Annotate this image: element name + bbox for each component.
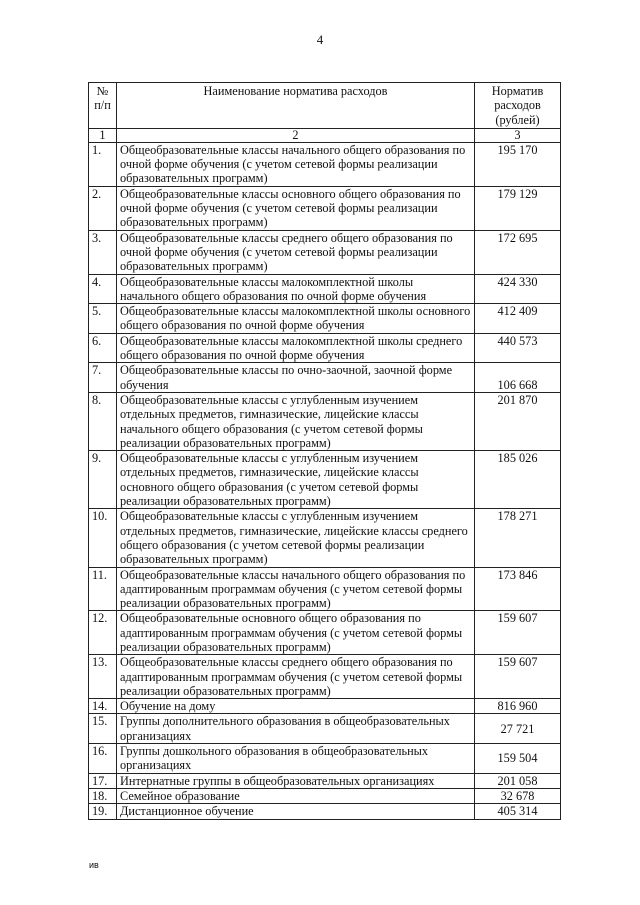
- table-row: [89, 142, 561, 186]
- row-name: Общеобразовательные классы среднего общего образования по адаптированным программам обучения (с учетом сетевой формы реализации образовательных программ): [117, 655, 475, 699]
- index-cell: 3: [475, 128, 561, 142]
- expense-norms-table: [88, 82, 561, 820]
- header-num: № п/п: [89, 83, 117, 129]
- row-number: 19.: [89, 804, 117, 819]
- row-value: 32 678: [475, 788, 561, 803]
- row-name: Дистанционное обучение: [117, 804, 475, 819]
- row-name: Общеобразовательные классы малокомплектной школы начального общего образования по очной форме обучения: [117, 274, 475, 304]
- header-value: Норматив расходов (рублей): [475, 83, 561, 129]
- row-name: Общеобразовательные классы малокомплектной школы основного общего образования по очной форме обучения: [117, 304, 475, 334]
- row-value: 185 026: [475, 451, 561, 509]
- table-row: [89, 333, 561, 363]
- row-value: 816 960: [475, 699, 561, 714]
- row-name: Общеобразовательные классы начального общего образования по очной форме обучения (с учетом сетевой формы реализации образовательных программ): [117, 142, 475, 186]
- row-name: Общеобразовательные классы малокомплектной школы среднего общего образования по очной форме обучения: [117, 333, 475, 363]
- row-name: Обучение на дому: [117, 699, 475, 714]
- row-number: 17.: [89, 773, 117, 788]
- row-number: 4.: [89, 274, 117, 304]
- table-row: [89, 714, 561, 744]
- row-value: 172 695: [475, 230, 561, 274]
- row-value: 440 573: [475, 333, 561, 363]
- row-number: 13.: [89, 655, 117, 699]
- table-row: [89, 773, 561, 788]
- table-row: [89, 611, 561, 655]
- row-name: Интернатные группы в общеобразовательных организациях: [117, 773, 475, 788]
- row-value: 159 607: [475, 655, 561, 699]
- row-name: Общеобразовательные классы начального общего образования по адаптированным программам обучения (с учетом сетевой формы реализации образовательных программ): [117, 567, 475, 611]
- row-number: 14.: [89, 699, 117, 714]
- row-value: 178 271: [475, 509, 561, 567]
- footer-mark: ив: [89, 860, 99, 870]
- table-row: [89, 567, 561, 611]
- row-name: Общеобразовательные классы с углубленным изучением отдельных предметов, гимназические, лицейские классы начального общего образования (с учетом сетевой формы реализации образовательных программ): [117, 392, 475, 450]
- table-row: [89, 509, 561, 567]
- row-number: 7.: [89, 363, 117, 393]
- table-header-row: [89, 83, 561, 129]
- table-row: [89, 699, 561, 714]
- row-number: 6.: [89, 333, 117, 363]
- row-number: 8.: [89, 392, 117, 450]
- table-row: [89, 392, 561, 450]
- row-value: 195 170: [475, 142, 561, 186]
- row-name: Общеобразовательные основного общего образования по адаптированным программам обучения (с учетом сетевой формы реализации образовательных программ): [117, 611, 475, 655]
- row-number: 1.: [89, 142, 117, 186]
- row-number: 12.: [89, 611, 117, 655]
- row-number: 18.: [89, 788, 117, 803]
- row-value: 106 668: [475, 363, 561, 393]
- row-value: 173 846: [475, 567, 561, 611]
- row-name: Общеобразовательные классы по очно-заочной, заочной форме обучения: [117, 363, 475, 393]
- row-name: Семейное образование: [117, 788, 475, 803]
- table-row: [89, 186, 561, 230]
- table-row: [89, 788, 561, 803]
- table-row: [89, 230, 561, 274]
- table-row: [89, 804, 561, 819]
- table-row: [89, 363, 561, 393]
- row-value: 412 409: [475, 304, 561, 334]
- table-row: [89, 274, 561, 304]
- table-row: [89, 655, 561, 699]
- table-row: [89, 451, 561, 509]
- row-value: 159 607: [475, 611, 561, 655]
- row-value: 27 721: [475, 714, 561, 744]
- row-number: 3.: [89, 230, 117, 274]
- row-number: 9.: [89, 451, 117, 509]
- page-number: 4: [316, 32, 324, 47]
- row-value: 424 330: [475, 274, 561, 304]
- row-name: Общеобразовательные классы с углубленным изучением отдельных предметов, гимназические, лицейские классы среднего общего образования (с учетом сетевой формы реализации образовательных программ): [117, 509, 475, 567]
- row-value: 201 058: [475, 773, 561, 788]
- row-number: 11.: [89, 567, 117, 611]
- row-number: 15.: [89, 714, 117, 744]
- row-value: 159 504: [475, 744, 561, 774]
- table-row: [89, 304, 561, 334]
- table-row: [89, 744, 561, 774]
- row-number: 2.: [89, 186, 117, 230]
- row-value: 201 870: [475, 392, 561, 450]
- row-number: 16.: [89, 744, 117, 774]
- index-cell: 1: [89, 128, 117, 142]
- row-name: Общеобразовательные классы среднего общего образования по очной форме обучения (с учетом сетевой формы реализации образовательных программ): [117, 230, 475, 274]
- row-value: 179 129: [475, 186, 561, 230]
- header-name: Наименование норматива расходов: [117, 83, 475, 129]
- row-number: 5.: [89, 304, 117, 334]
- index-cell: 2: [117, 128, 475, 142]
- row-name: Общеобразовательные классы основного общего образования по очной форме обучения (с учетом сетевой формы реализации образовательных программ): [117, 186, 475, 230]
- row-name: Группы дополнительного образования в общеобразовательных организациях: [117, 714, 475, 744]
- row-number: 10.: [89, 509, 117, 567]
- row-name: Общеобразовательные классы с углубленным изучением отдельных предметов, гимназические, лицейские классы основного общего образования (с учетом сетевой формы реализации образовательных программ): [117, 451, 475, 509]
- table-index-row: [89, 128, 561, 142]
- row-value: 405 314: [475, 804, 561, 819]
- row-name: Группы дошкольного образования в общеобразовательных организациях: [117, 744, 475, 774]
